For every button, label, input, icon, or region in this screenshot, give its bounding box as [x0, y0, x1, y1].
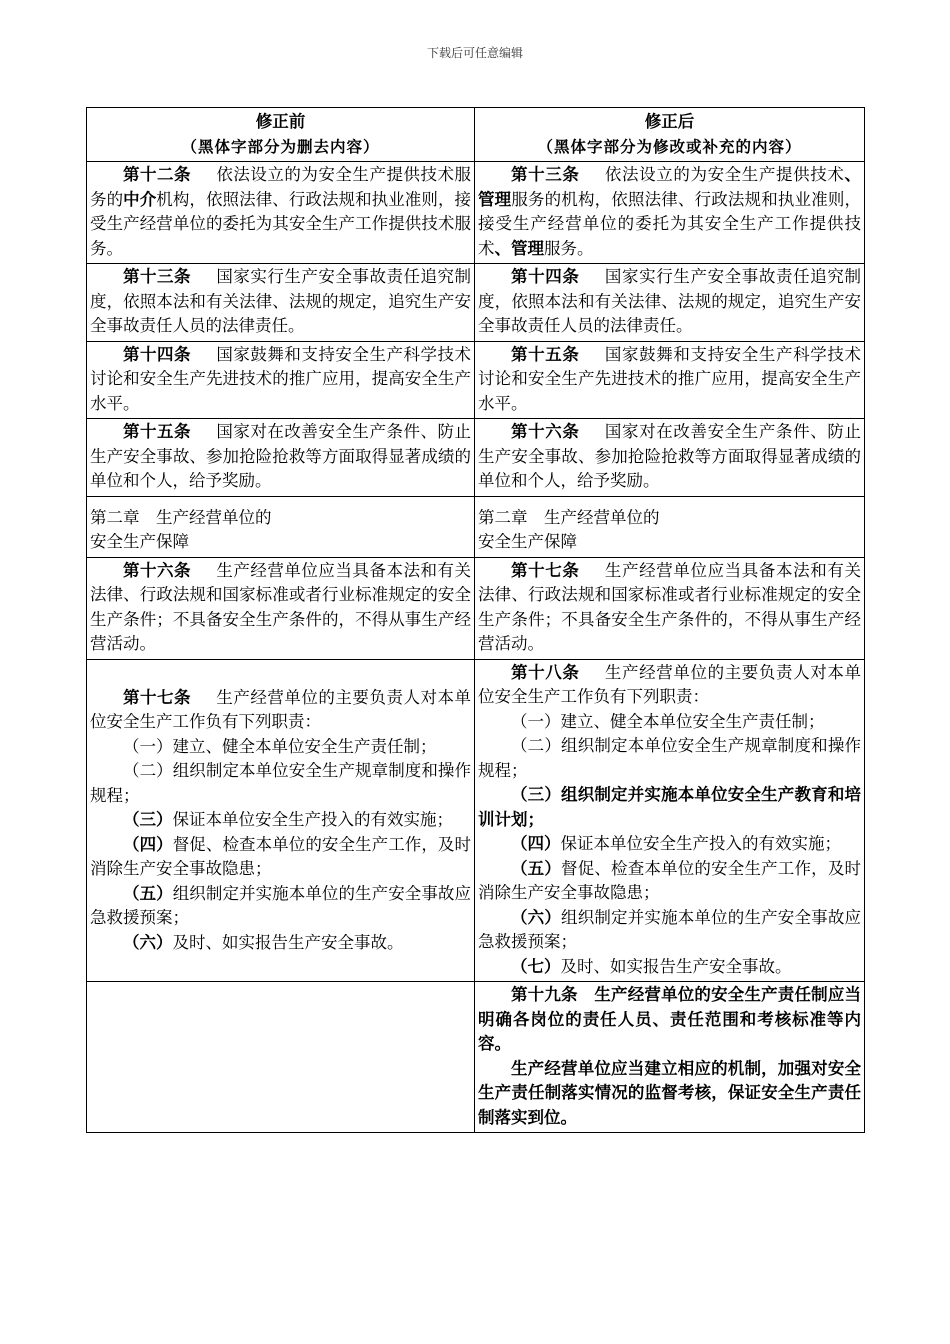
cell-after [475, 341, 865, 419]
article-text: 服务。 [544, 238, 594, 258]
cell-before [87, 659, 475, 982]
article-text: 依法设立的为安全生产提供技术 [604, 165, 845, 184]
article-number: 第十八条 [511, 662, 580, 682]
cell-before-empty [87, 982, 475, 1133]
page-header: 下载后可任意编辑 [426, 46, 523, 60]
article-number: 第十五条 [511, 344, 580, 364]
column-header-after [475, 108, 865, 162]
column-title-before: 修正前 [255, 112, 306, 131]
cell-after [475, 162, 865, 264]
cell-before [87, 162, 475, 264]
column-header-before [87, 108, 475, 162]
article-text: 服务的机构，依照法律、行政法规和执业准则，接受生产经营单位的委托为其安全生产工作提供技术 [478, 189, 862, 258]
article-text: 国家鼓舞和支持安全生产科学技术讨论和安全生产先进技术的推广应用，提高安全生产水平。 [478, 344, 862, 413]
list-item: （五）组织制定并实施本单位的生产安全事故应急救援预案； [90, 883, 472, 927]
column-note-after: （黑体字部分为修改或补充的内容） [537, 137, 802, 156]
table-row [87, 659, 865, 982]
article-text: 机构，依照法律、行政法规和执业准则，接受生产经营单位的委托为其安全生产工作提供技术服务。 [90, 189, 472, 258]
cell-after [475, 419, 865, 497]
list-item: （六）组织制定并实施本单位的生产安全事故应急救援预案； [478, 907, 862, 951]
article-number: 第十七条 [511, 560, 580, 580]
table-row [87, 419, 865, 497]
list-item: （二）组织制定本单位安全生产规章制度和操作规程； [478, 736, 861, 780]
list-item-added: （三）组织制定并实施本单位安全生产教育和培训计划； [478, 785, 861, 829]
article-number: 第十五条 [123, 422, 192, 441]
list-item: （二）组织制定本单位安全生产规章制度和操作规程； [90, 761, 471, 805]
article-number: 第十二条 [123, 165, 192, 184]
added-text: 、管理 [494, 238, 544, 258]
chapter-subtitle: 安全生产保障 [478, 532, 577, 551]
article-number: 第十六条 [123, 560, 192, 580]
list-item: （五）督促、检查本单位的安全生产工作，及时消除生产安全事故隐患； [478, 858, 862, 902]
added-text: 、管理 [478, 165, 862, 209]
article-text: 国家鼓舞和支持安全生产科学技术讨论和安全生产先进技术的推广应用，提高安全生产水平。 [90, 344, 472, 413]
cell-before [87, 264, 475, 342]
article-text: 国家实行生产安全事故责任追究制度，依照本法和有关法律、法规的规定，追究生产安全事故责任人员的法律责任。 [90, 267, 472, 335]
list-item: （四）保证本单位安全生产投入的有效实施； [511, 834, 841, 853]
cell-after [475, 496, 865, 557]
article-text: 国家对在改善安全生产条件、防止生产安全事故、参加抢险抢救等方面取得显著成绩的单位和个人，给予奖励。 [90, 422, 472, 490]
article-number: 第十七条 [123, 687, 192, 707]
list-item: （七）及时、如实报告生产安全事故。 [511, 956, 792, 976]
article-text: 生产经营单位的主要负责人对本单位安全生产工作负有下列职责： [90, 687, 472, 731]
article-number: 第十三条 [123, 267, 192, 286]
chapter-subtitle: 安全生产保障 [90, 532, 189, 551]
table-header-row [87, 108, 865, 162]
article-number: 第十三条 [511, 165, 580, 184]
cell-before [87, 496, 475, 557]
cell-before [87, 341, 475, 419]
added-article: 生产经营单位应当建立相应的机制，加强对安全生产责任制落实情况的监督考核，保证安全生产责任制落实到位。 [478, 1058, 861, 1127]
column-title-after: 修正后 [644, 112, 695, 131]
added-article: 第十九条 生产经营单位的安全生产责任制应当明确各岗位的责任人员、责任范围和考核标准等内容。 [478, 985, 861, 1053]
table-row [87, 557, 865, 659]
table-row [87, 341, 865, 419]
article-number: 第十六条 [511, 422, 580, 441]
article-text: 生产经营单位应当具备本法和有关法律、行政法规和国家标准或者行业标准规定的安全生产条件；不具备安全生产条件的，不得从事生产经营活动。 [90, 560, 472, 653]
list-item: （一）建立、健全本单位安全生产责任制； [123, 736, 437, 756]
cell-after [475, 659, 865, 982]
article-text: 生产经营单位应当具备本法和有关法律、行政法规和国家标准或者行业标准规定的安全生产条件；不具备安全生产条件的，不得从事生产经营活动。 [478, 560, 862, 653]
list-item: （三）保证本单位安全生产投入的有效实施； [123, 810, 453, 829]
chapter-title: 第二章 生产经营单位的 [478, 507, 660, 527]
cell-before [87, 557, 475, 659]
cell-after [475, 264, 865, 342]
article-text: 国家实行生产安全事故责任追究制度，依照本法和有关法律、法规的规定，追究生产安全事故责任人员的法律责任。 [478, 267, 862, 335]
list-item: （六）及时、如实报告生产安全事故。 [123, 932, 404, 952]
comparison-table [86, 107, 865, 1133]
cell-after [475, 557, 865, 659]
column-note-before: （黑体字部分为删去内容） [181, 137, 380, 156]
table-row [87, 162, 865, 264]
list-item: （一）建立、健全本单位安全生产责任制； [511, 711, 825, 731]
table-row [87, 982, 865, 1133]
cell-after [475, 982, 865, 1133]
deleted-text: 中介 [123, 189, 157, 209]
article-text: 依法设立的为安全生产提供技术服务的 [90, 165, 472, 209]
table-row [87, 264, 865, 342]
article-text: 国家对在改善安全生产条件、防止生产安全事故、参加抢险抢救等方面取得显著成绩的单位和个人，给予奖励。 [478, 422, 862, 490]
article-number: 第十四条 [511, 267, 580, 286]
cell-before [87, 419, 475, 497]
article-number: 第十四条 [123, 344, 192, 364]
table-row-chapter [87, 496, 865, 557]
article-text: 生产经营单位的主要负责人对本单位安全生产工作负有下列职责： [478, 662, 862, 706]
list-item: （四）督促、检查本单位的安全生产工作，及时消除生产安全事故隐患； [90, 834, 472, 878]
chapter-title: 第二章 生产经营单位的 [90, 507, 272, 527]
